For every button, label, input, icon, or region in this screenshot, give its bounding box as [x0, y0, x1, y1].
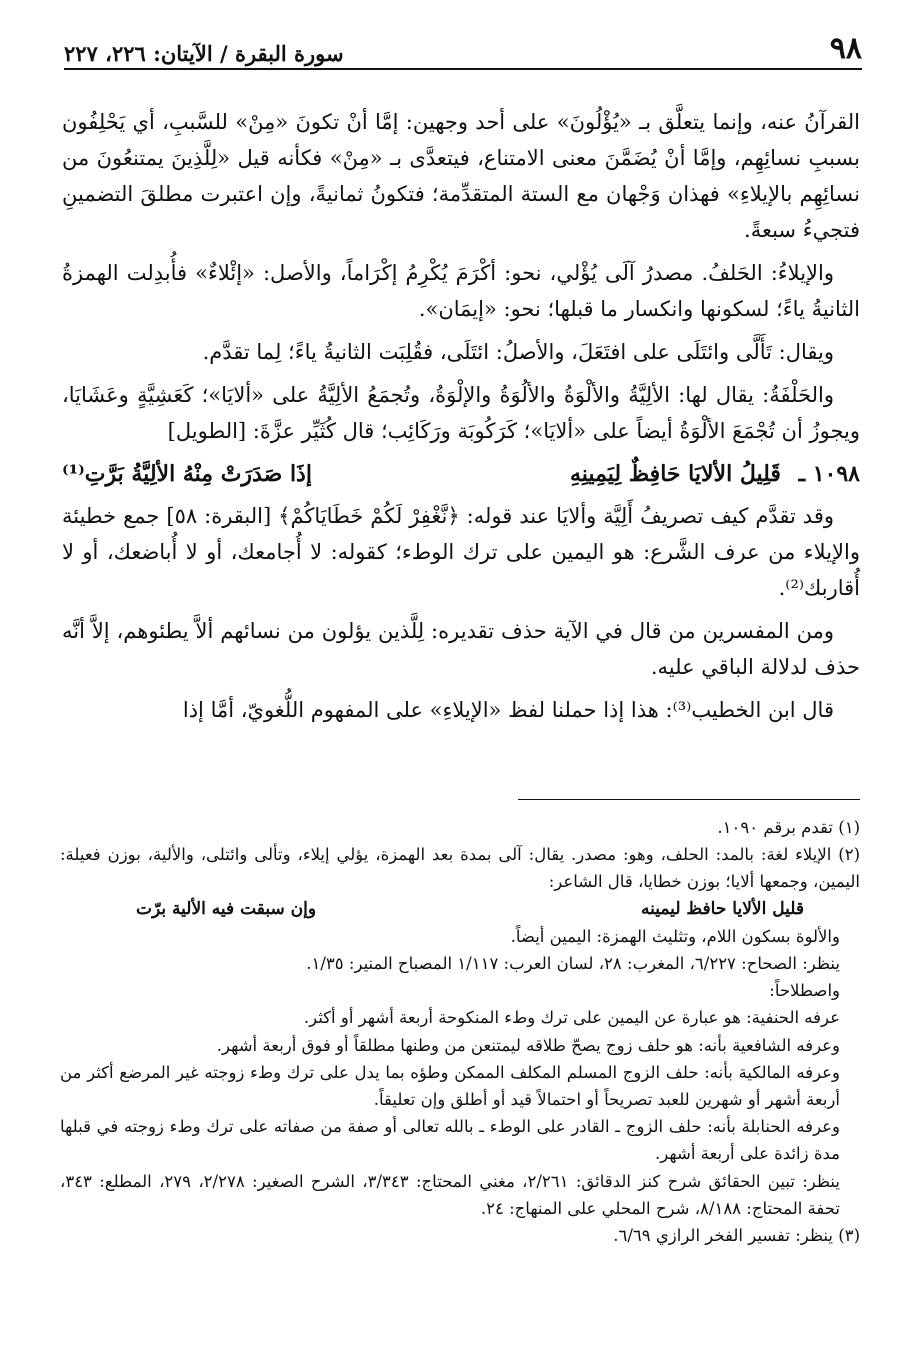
verse-second-hemistich: إذَا صَدَرَتْ مِنْهُ الألِيَّةُ بَرَّتِ⁽¹⁾ — [62, 461, 312, 487]
footnote-references: ينظر: الصحاح: ٦/٢٢٧، المغرب: ٢٨، لسان العرب: ١/١١٧ المصباح المنير: ١/٣٥. — [306, 954, 840, 974]
footnote-2: (٢) الإيلاء لغة: بالمد: الحلف، وهو: مصدر. يقال: آلى بمدة بعد الهمزة، يؤلي إيلاء، وتألى وائتلى، والألية، بوزن فعيلة: اليمين، وجمعها ألايا؛ بوزن خطايا، قال الشاعر: — [60, 845, 860, 892]
running-title: سورة البقرة / الآيتان: ٢٢٦، ٢٢٧ — [64, 41, 344, 66]
paragraph: قال ابن الخطيب⁽³⁾: هذا إذا حملنا لفظ «الإيلاءِ» على المفهوم اللُّغويّ، أمَّا إذا — [182, 698, 834, 722]
footnote-line: والألوة بسكون اللام، وتثليث الهمزة: اليمين أيضاً. — [510, 926, 840, 946]
paragraph: ويقال: تَأَلَّى وائتَلَى على افتَعَلَ، والأصلُ: ائتَلَى، فقُلِبَت الثانيةُ ياءً؛ لِما تقدَّم. — [202, 340, 834, 364]
verse-number: ١٠٩٨ ـ — [798, 461, 860, 487]
paragraph: والحَلْفَةُ: يقال لها: الألِيَّةُ والألْوَةُ والألُوَةُ والإلْوَةُ، وتُجمَعُ الألِيَّةُ على «ألايَا»؛ كَعَشِيَّةٍ وعَشَايَا، ويجوزُ أن تُجْمَعَ الألْوَةُ أيضاً على «ألايَا»؛ كَرَكُوبَة ورَكَائِب؛ قال كُثَيِّر عزَّةَ: [الطويل] — [62, 383, 860, 443]
footnote-references: ينظر: تبين الحقائق شرح كنز الدقائق: ٢/٢٦١، مغني المحتاج: ٣/٣٤٣، الشرح الصغير: ٢/٢٧٨، ٢٧٩، المطلع: ٣٤٣، تحفة المحتاج: ٨/١٨٨، شرح المحلي على المنهاج: ٢٤. — [60, 1171, 841, 1218]
paragraph: وقد تقدَّم كيف تصريفُ أَلِيَّة وألايَا عند قوله: ﴿نَّغْفِرْ لَكُمْ خَطَايَاكُمْ﴾ [البقرة: ٥٨] جمع خطيئة والإيلاء من عرف الشَّرع: هو اليمين على ترك الوطء؛ كقوله: لا أُجامعك، أو لا أُباضعك، أو لا أُقاربك⁽²⁾. — [62, 504, 860, 600]
footnote-1: (١) تقدم برقم ١٠٩٠. — [717, 818, 860, 837]
poetry-verse — [62, 456, 860, 492]
footnote-verse-first: قليل الألايا حافظ ليمينه — [640, 898, 804, 919]
paragraph: والإيلاءُ: الحَلفُ. مصدرُ آلَى يُؤْلي، نحو: أكْرَمَ يُكْرِمُ إكْرَاماً، والأصل: «إئْلاءٌ» فأُبدِلت الهمزةُ الثانيةُ ياءً؛ لسكونها وانكسار ما قبلها؛ نحو: «إيمَان». — [62, 261, 860, 321]
footnote-divider — [518, 799, 860, 800]
footnote-verse-second: وإن سبقت فيه الألية برّت — [136, 898, 317, 919]
footnote-maliki: وعرفه المالكية بأنه: حلف الزوج المسلم المكلف الممكن وطؤه بما يدل على ترك وطء زوجته غير المرضع أكثر من أربعة أشهر أو شهرين للعبد تصريحاً أو احتمالاً قيد أو أطلق وإن تعليقاً. — [60, 1062, 840, 1110]
verse-first-hemistich — [570, 456, 860, 492]
footnote-line: واصطلاحاً: — [769, 981, 840, 1001]
footnote-3: (٣) ينظر: تفسير الفخر الرازي ٦/٦٩. — [613, 1226, 860, 1246]
footnotes — [60, 814, 860, 1249]
paragraph: القرآنُ عنه، وإنما يتعلَّق بـ «يُؤْلُونَ» على أحد وجهين: إمَّا أنْ تكونَ «مِنْ» للسَّببِ، أي يَحْلِفُون بسببِ نسائِهِم، وإمَّا أنْ يُضَمَّنَ معنى الامتناع، فيتعدَّى بـ «مِنْ» فكأنه قيل «لِلَّذِينَ يمتنعُونَ من نسائِهِم بالإيلاءِ» فهذان وَجْهان مع الستة المتقدِّمة؛ فتكونُ ثمانيةً، وإن اعتبرت مطلقَ التضمينِ فتجيءُ سبعةً. — [62, 110, 860, 242]
page-header — [64, 28, 862, 70]
footnote-hanafi: عرفه الحنفية: هو عبارة عن اليمين على ترك وطء المنكوحة أربعة أشهر أو أكثر. — [303, 1008, 840, 1028]
footnote-hanbali: وعرفه الحنابلة بأنه: حلف الزوج ـ القادر على الوطء ـ بالله تعالى أو صفة من صفاته على ترك وطء زوجته في قبلها مدة زائدة على أربعة أشهر. — [60, 1117, 840, 1164]
footnote-verse — [60, 896, 860, 923]
paragraph: ومن المفسرين من قال في الآية حذف تقديره: لِلَّذين يؤلون من نسائهم ألاَّ يطئوهم، إلاَّ أنَّه حذف لدلالة الباقي عليه. — [62, 619, 860, 679]
verse-first-text: قَلِيلُ الألايَا حَافِظٌ لِيَمِينِهِ — [570, 461, 781, 487]
page-number: ٩٨ — [829, 31, 862, 66]
main-text — [62, 104, 860, 735]
footnote-shafii: وعرفه الشافعية بأنه: هو حلف زوج يصحّ طلاقه ليمتنعن من وطنها مطلقاً أو فوق أربعة أشهر. — [216, 1035, 840, 1055]
